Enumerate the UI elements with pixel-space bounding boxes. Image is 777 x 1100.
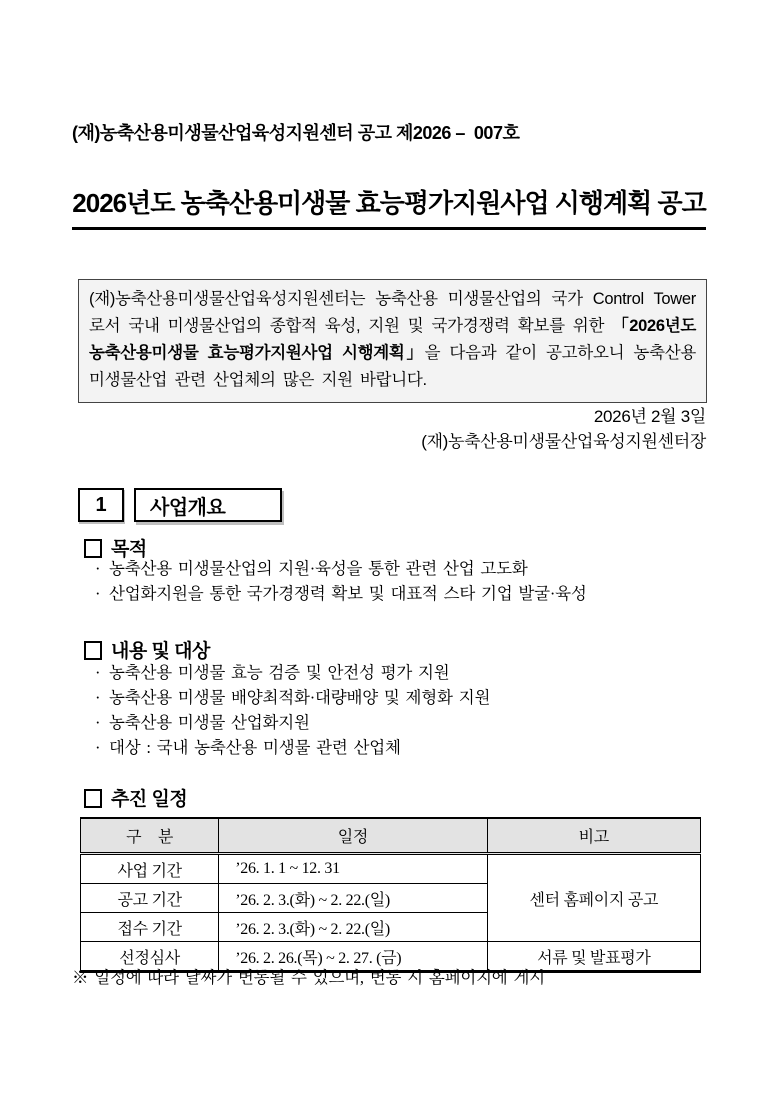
document-title: 2026년도 농축산용미생물 효능평가지원사업 시행계획 공고 (72, 188, 706, 218)
list-item-text: 농축산용 미생물 효능 검증 및 안전성 평가 지원 (109, 663, 450, 682)
notice-text-post: 을 다음과 같이 공고하오니 농축산용 미생물산업 관련 산업체의 많은 지원 바랍니다. (89, 344, 696, 389)
signer-title: (재)농축산용미생물산업육성지원센터장 (421, 432, 706, 451)
schedule-phase-cell: 공고 기간 (81, 884, 219, 913)
section-number-box: 1 (78, 488, 124, 522)
square-bullet-icon (84, 641, 102, 660)
schedule-table-head (81, 818, 701, 854)
table-header-cell: 비고 (487, 818, 700, 854)
schedule-period-cell: ’26. 1. 1 ~ 12. 31 (219, 854, 487, 884)
content-list (95, 660, 490, 760)
list-item (95, 556, 587, 581)
list-item-text: 농축산용 미생물산업의 지원·육성을 통한 관련 산업 고도화 (109, 559, 528, 578)
list-item (95, 660, 490, 685)
schedule-heading (84, 784, 187, 811)
schedule-table-body (81, 854, 701, 972)
schedule-phase-cell: 선정심사 (81, 942, 219, 972)
schedule-note-cell: 서류 및 발표평가 (487, 942, 700, 972)
square-bullet-icon (84, 789, 102, 808)
schedule-footnote: ※ 일정에 따라 날짜가 변동될 수 있으며, 변동 시 홈페이지에 게시 (72, 968, 545, 987)
table-row (81, 854, 701, 884)
list-item (95, 581, 587, 606)
bullet-dot-icon: · (95, 713, 101, 732)
section-header (78, 488, 282, 522)
schedule-note-cell: 센터 홈페이지 공고 (487, 854, 700, 942)
schedule-table (80, 817, 701, 973)
schedule-heading-label: 추진 일정 (111, 789, 188, 810)
schedule-phase-cell: 접수 기간 (81, 913, 219, 942)
list-item (95, 685, 490, 710)
square-bullet-icon (84, 539, 102, 558)
list-item (95, 735, 490, 760)
list-item (95, 710, 490, 735)
bullet-dot-icon: · (95, 559, 101, 578)
schedule-period-cell: ’26. 2. 3.(화) ~ 2. 22.(일) (219, 913, 487, 942)
bullet-dot-icon: · (95, 584, 101, 603)
notice-text-bold: 「2026년도 농축산용미생물 효능평가지원사업 시행계획」 (89, 317, 696, 362)
notice-box (78, 279, 707, 403)
content-heading-label: 내용 및 대상 (111, 641, 210, 662)
title-underline-divider (72, 227, 706, 230)
list-item-text: 대상 : 국내 농축산용 미생물 관련 산업체 (109, 738, 401, 757)
schedule-phase-cell: 사업 기간 (81, 854, 219, 884)
schedule-period-cell: ’26. 2. 3.(화) ~ 2. 22.(일) (219, 884, 487, 913)
list-item-text: 산업화지원을 통한 국가경쟁력 확보 및 대표적 스타 기업 발굴·육성 (109, 584, 587, 603)
notice-text-pre: (재)농축산용미생물산업육성지원센터는 농축산용 미생물산업의 국가 Control Tower 로서 국내 미생물산업의 종합적 육성, 지원 및 국가경쟁력 확보를 위한 (89, 290, 696, 335)
bullet-dot-icon: · (95, 738, 101, 757)
purpose-heading-label: 목적 (111, 539, 147, 560)
purpose-list (95, 556, 587, 606)
list-item-text: 농축산용 미생물 산업화지원 (109, 713, 310, 732)
schedule-period-cell: ’26. 2. 26.(목) ~ 2. 27. (금) (219, 942, 487, 972)
bullet-dot-icon: · (95, 663, 101, 682)
content-heading (84, 636, 210, 663)
announcement-date: 2026년 2월 3일 (593, 407, 706, 426)
table-header-cell: 일정 (219, 818, 487, 854)
table-header-cell: 구 분 (81, 818, 219, 854)
section-title-box: 사업개요 (134, 488, 282, 522)
issue-number-line: (재)농축산용미생물산업육성지원센터 공고 제2026 – 007호 (72, 123, 520, 143)
bullet-dot-icon: · (95, 688, 101, 707)
list-item-text: 농축산용 미생물 배양최적화·대량배양 및 제형화 지원 (109, 688, 491, 707)
